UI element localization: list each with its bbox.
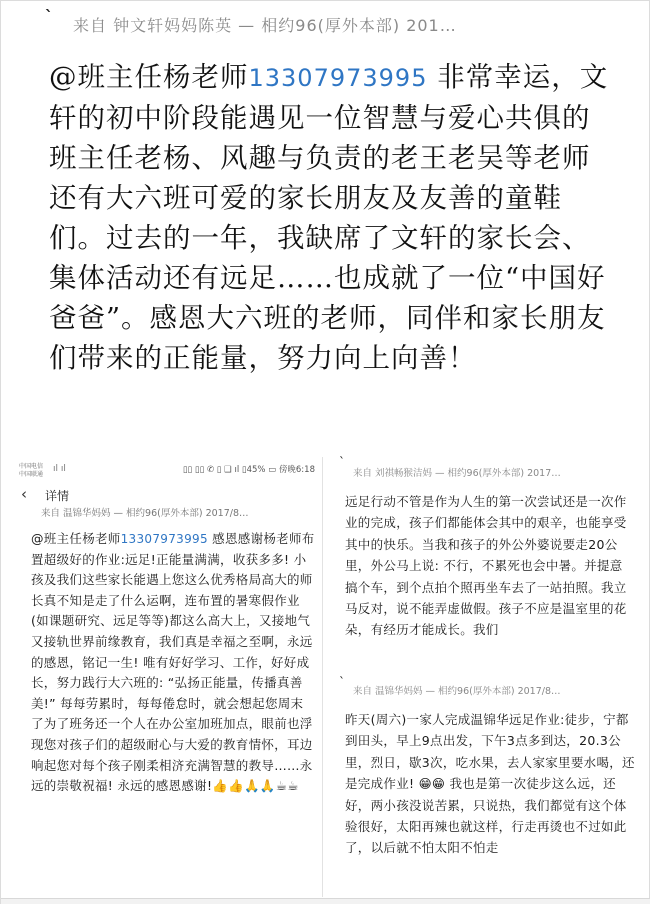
right-post-source-1: 来自 刘祺畅猴洁妈 — 相约96(厚外本部) 2017… [353, 468, 561, 479]
top-phone-link[interactable]: 13307973995 [248, 64, 428, 92]
quote-mark: ` [45, 7, 53, 26]
nav-title: 详情 [45, 489, 70, 503]
right-post-body-1: 远足行动不管是作为人生的第一次尝试还是一次作业的完成，孩子们都能体会其中的艰辛，也能享受其中的快乐。当我和孩子的外公外婆说要走20公里，外公马上说: 不行，不累死也会中暑。并提意搞个车，到个点拍个照再坐车去了一站拍照。我立马反对，说不能弄虚做假。孩子不应是温室里的花朵，有经历才能成长。我们 [345, 494, 627, 638]
back-chevron-icon[interactable]: ‹ [21, 485, 27, 503]
top-post-text: 非常幸运，文轩的初中阶段能遇见一位智慧与爱心共俱的班主任老杨、风趣与负责的老王老吴等老师还有大六班可爱的家长朋友及友善的童鞋们。过去的一年，我缺席了文轩的家长会、集体活动还有远足……也成就了一位“中国好爸爸”。感恩大六班的老师，同伴和家长朋友们带来的正能量，努力向上向善！ [49, 61, 609, 374]
top-post-body [49, 57, 609, 378]
left-screenshot [11, 457, 323, 897]
nav-bar [11, 483, 323, 505]
status-right: ▯▯ ▯▯ ✆ ▯ ❑ ıl ▯45% ▭ 傍晚6:18 [182, 465, 315, 475]
quote-mark-1: ` [339, 455, 345, 469]
left-post-text: 感恩感谢杨老师布置超级好的作业:远足!正能量满满，收获多多! 小孩及我们这些家长能遇上您这么优秀格局高大的师长真不知是走了什么运啊，连布置的暑寒假作业(如课题研究、远足等等)都这么高大上，又接地气又接轨世界前缘教育，我们真是幸福之至啊，永远的感恩，铭记一生! 唯有好好学习、工作，好好成长，努力践行大六班的: “弘扬正能量，传播真善美!” 每每劳累时，每每倦怠时，就会想起您周末了为了班务还一个人在办公室加班加点，眼前也浮现您对孩子们的超级耐心与大爱的教育情怀，耳边响起您对每个孩子刚柔相济充满智慧的教导……永远的崇敬祝福! 永远的感恩感谢!👍👍🙏🙏☕☕ [31, 531, 315, 794]
left-post-source: 来自 温锦华妈妈 — 相约96(厚外本部) 2017/8… [41, 508, 249, 519]
right-post-body-2: 昨天(周六)一家人完成温锦华远足作业:徒步，宁都到田头，早上9点出发，下午3点多到达，20.3公里，烈日，歇3次，吃水果，去人家家里要水喝，还是完成作业! 😁😁 我也是第一次徒步这么远，还好，两小孩没说苦累，只说热，我们都觉有这个体验很好，太阳再辣也就这样，行走再烫也不过如此了，以后就不怕太阳不怕走 [345, 712, 635, 856]
left-post-body [31, 529, 315, 797]
left-mention[interactable]: @班主任杨老师 [31, 531, 121, 546]
top-mention[interactable]: @班主任杨老师 [49, 61, 249, 93]
bottom-edge [1, 898, 650, 904]
top-post-source: 来自 钟文轩妈妈陈英 — 相约96(厚外本部) 201… [73, 16, 457, 35]
right-post-source-2: 来自 温锦华妈妈 — 相约96(厚外本部) 2017/8… [353, 686, 561, 697]
carrier-label: 中国电信 中国联通 [19, 463, 44, 478]
status-bar [19, 463, 319, 479]
quote-mark-2: ` [339, 675, 345, 689]
signal-icon: ıl ıl [53, 464, 66, 474]
left-phone-link[interactable]: 13307973995 [120, 532, 208, 546]
right-screenshot [331, 453, 643, 897]
